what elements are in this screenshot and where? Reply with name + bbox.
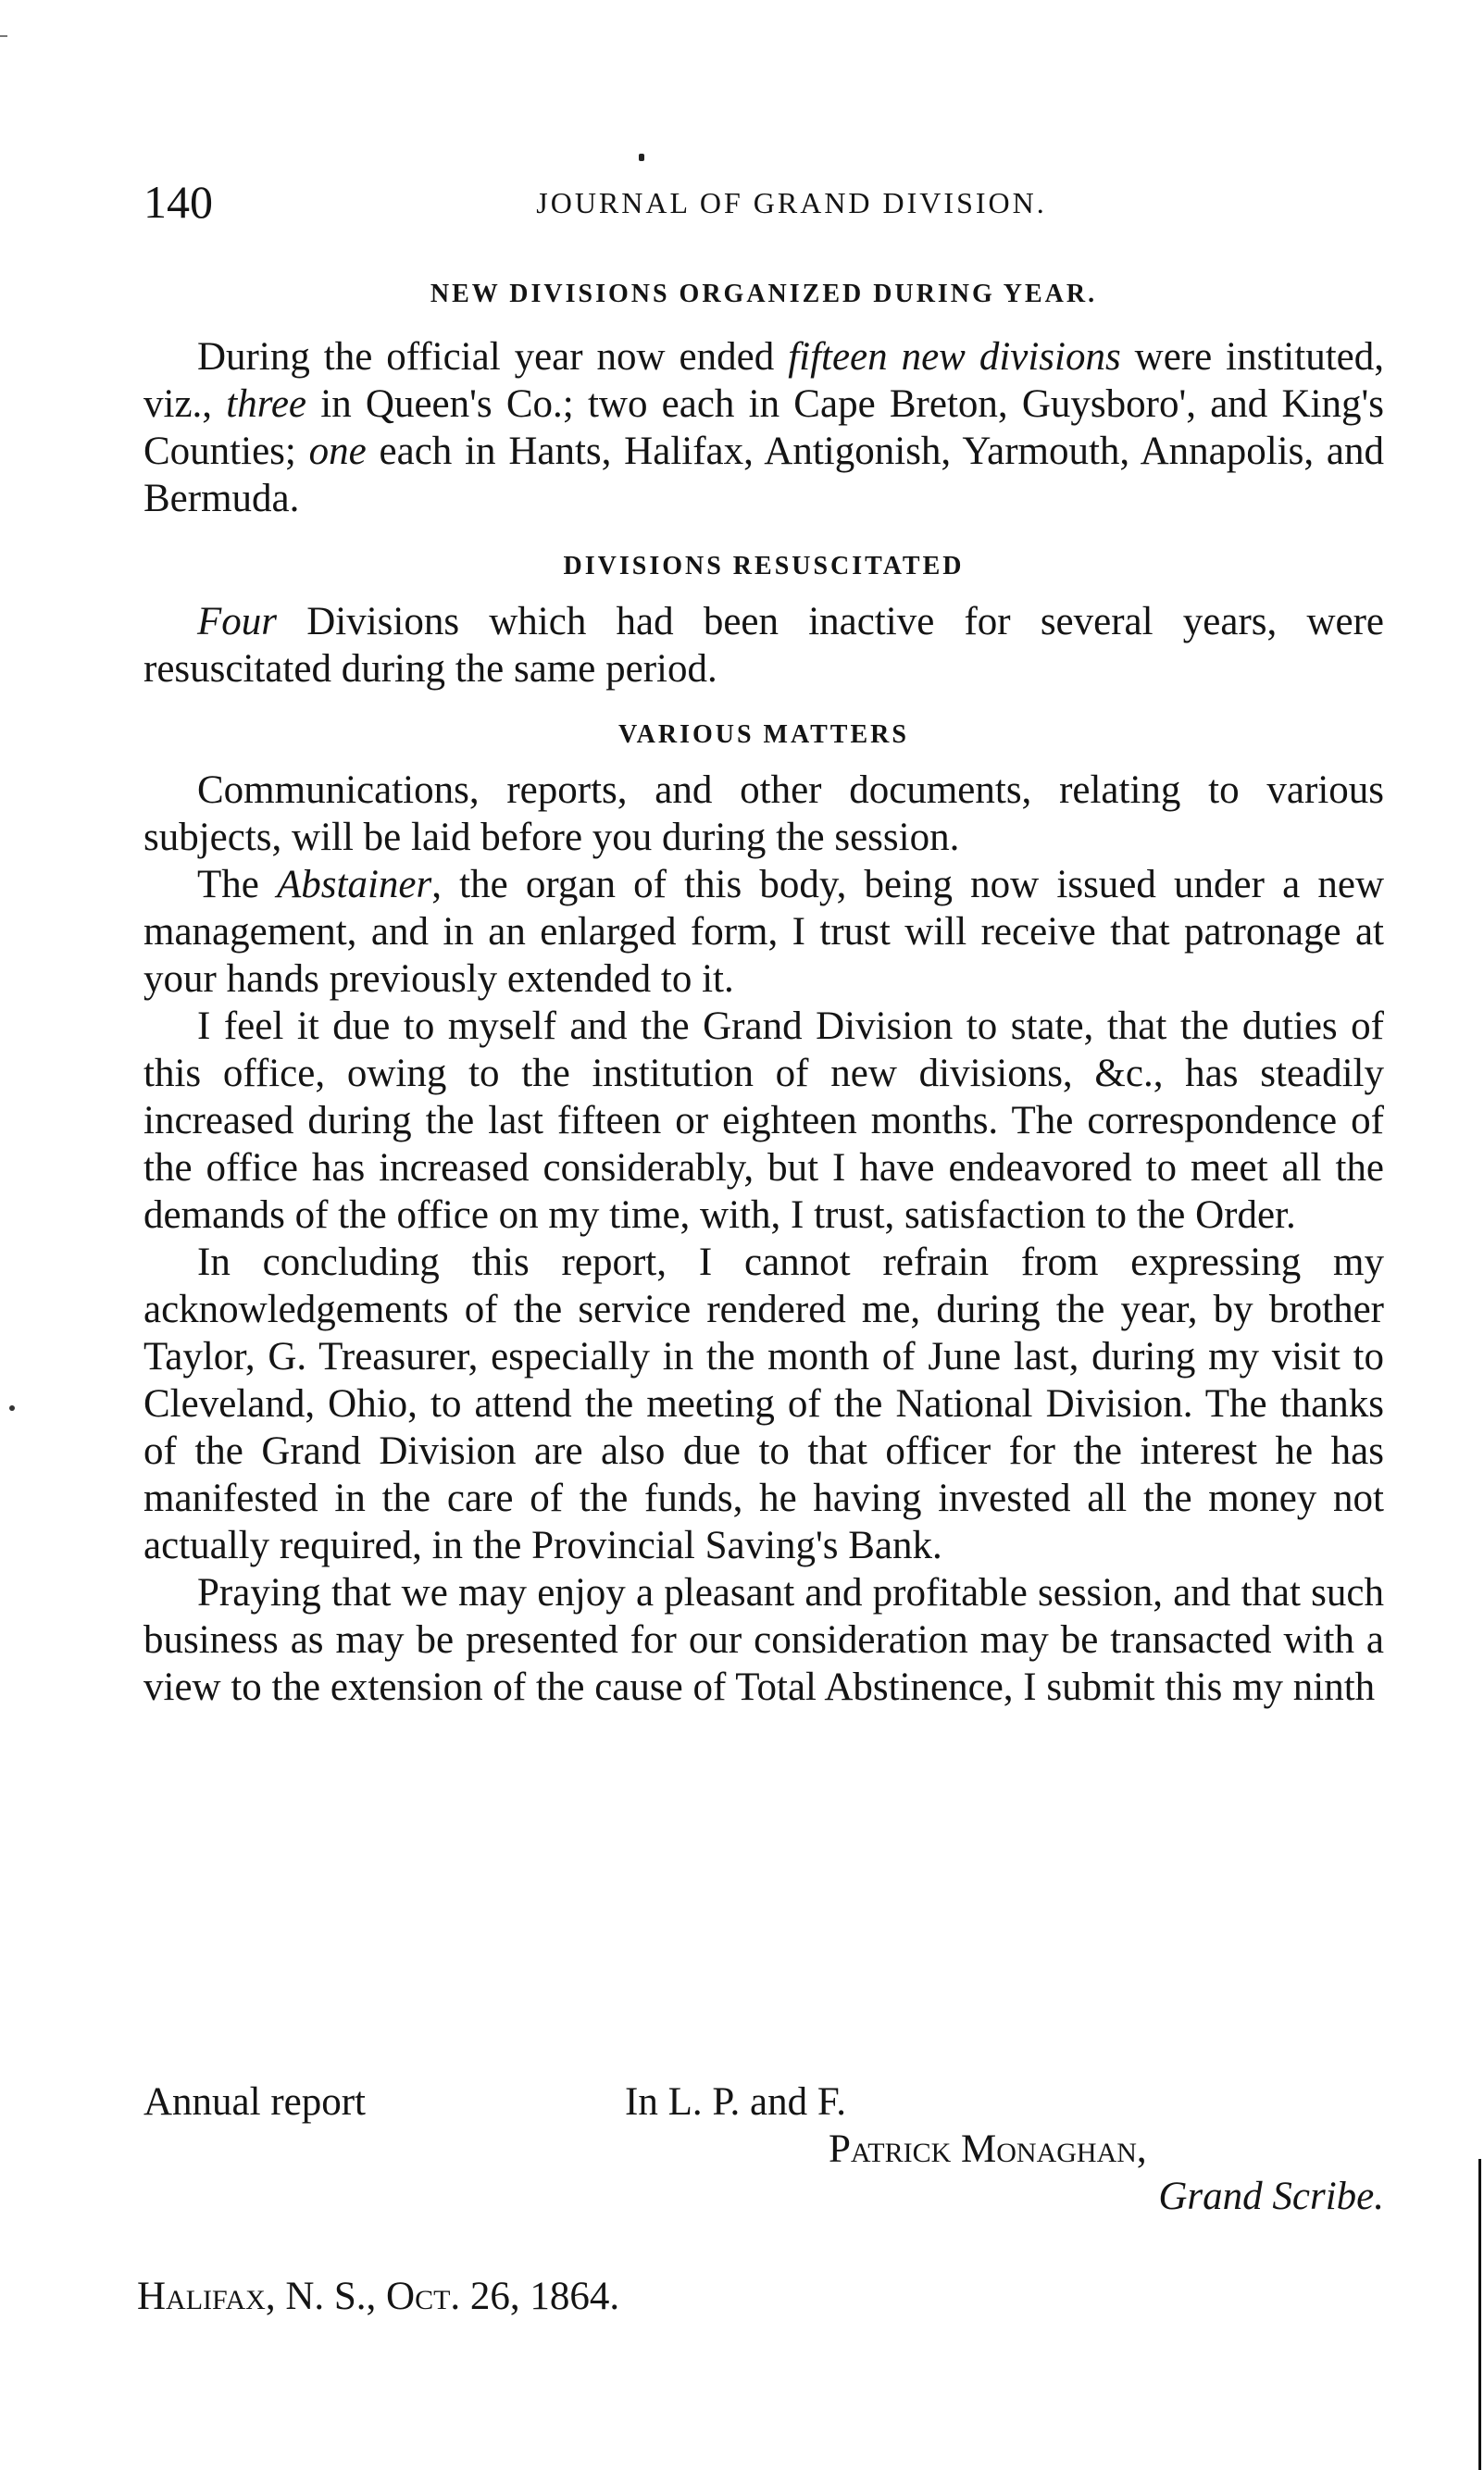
section-heading-new-divisions: NEW DIVISIONS ORGANIZED DURING YEAR. xyxy=(430,280,1098,308)
running-head xyxy=(143,174,1384,230)
place-date: Halifax, N. S., Oct. 26, 1864. xyxy=(137,2275,620,2318)
annual-report-text: Annual report xyxy=(143,2080,367,2124)
signature-block xyxy=(143,2078,1384,2218)
page-number: 140 xyxy=(143,176,213,228)
margin-dot xyxy=(9,1405,15,1411)
paragraph-duties: I feel it due to myself and the Grand Division to state, that the duties of this office, owing to the institution of new divisions, &c., has steadily increased during the last fifteen or eighteen months. The correspondence of the office has increased considerably, but I have endeavored to meet all the demands of the office on my time, with, I trust, satisfaction to the Order. xyxy=(143,1004,1384,1237)
page-edge-line xyxy=(1478,2159,1481,2470)
paragraph-acknowledgements: In concluding this report, I cannot refrain from expressing my acknowledgements of the service rendered me, during the year, by brother Taylor, G. Treasurer, especially in the month of June last, during my visit to Cleveland, Ohio, to attend the meeting of the National Division. The thanks of the Grand Division are also due to that officer for the interest he has manifested in the care of the funds, he having invested all the money not actually required, in the Provincial Saving's Bank. xyxy=(143,1241,1384,1567)
paragraph-abstainer: The Abstainer, the organ of this body, being now issued under a new management, and in an enlarged form, I trust will receive that patronage at your hands previously extended to it. xyxy=(143,863,1384,1001)
body-text xyxy=(143,276,1384,1711)
signatory-name: Patrick Monaghan, xyxy=(829,2127,1147,2171)
paragraph-praying: Praying that we may enjoy a pleasant and profitable session, and that such business as may be presented for our consideration may be transacted with a view to the extension of the cause of Total Abstinence, I submit this my ninth xyxy=(143,1571,1384,1709)
corner-mark xyxy=(0,35,7,37)
paragraph-resuscitated: Four Divisions which had been inactive for several years, were resuscitated during the same period. xyxy=(143,600,1384,691)
paragraph-new-divisions: During the official year now ended fifteen new divisions were instituted, viz., three in Queen's Co.; two each in Cape Breton, Guysboro', and King's Counties; one each in Hants, Halifax, Antigonish, Yarmouth, Annapolis, and Bermuda. xyxy=(143,335,1384,520)
paragraph-communications: Communications, reports, and other documents, relating to various subjects, will be laid before you during the session. xyxy=(143,768,1384,859)
print-dot xyxy=(639,154,644,161)
signatory-title: Grand Scribe. xyxy=(1158,2175,1384,2218)
salutation: In L. P. and F. xyxy=(625,2080,847,2124)
running-title: JOURNAL OF GRAND DIVISION. xyxy=(536,186,1047,219)
section-heading-resuscitated: DIVISIONS RESUSCITATED xyxy=(563,552,965,580)
section-heading-various-matters: VARIOUS MATTERS xyxy=(618,720,909,749)
